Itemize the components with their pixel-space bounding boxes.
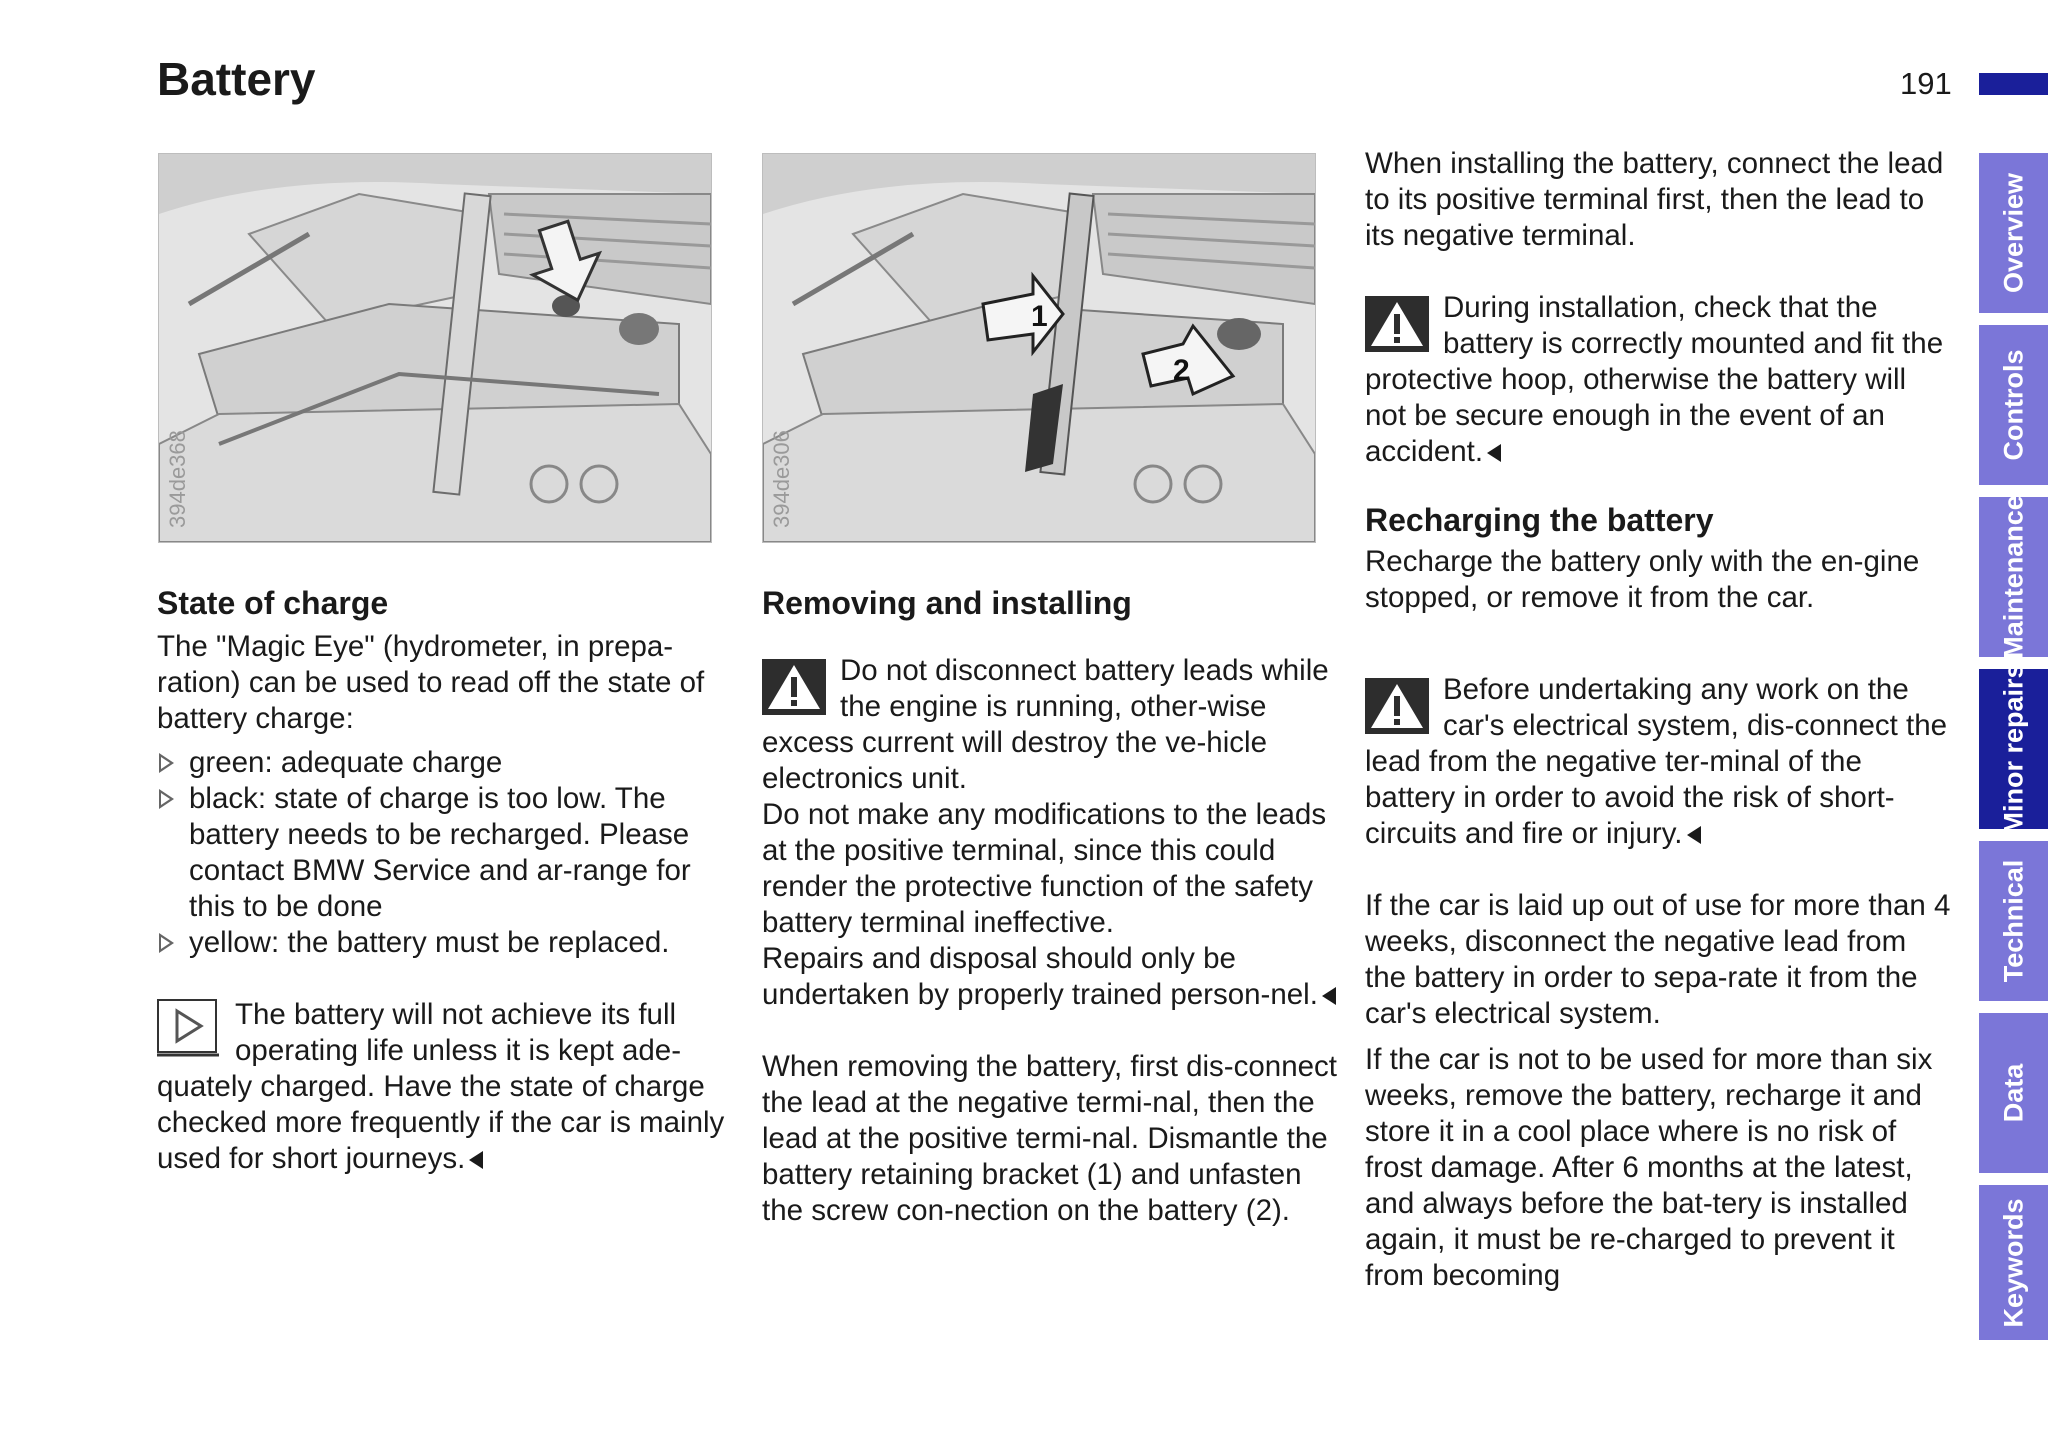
figure-id: 394de368 (165, 430, 190, 528)
battery-illustration (159, 154, 711, 542)
end-marker-icon (1487, 444, 1501, 462)
warning-paragraph: Before undertaking any work on the car's electrical system, dis-connect the lead from the negative ter-minal of the battery in order to avoid the risk of short-circuits and fire or injury. (1365, 673, 1948, 850)
list-item: green: adequate charge (157, 745, 737, 781)
callout-label-2: 2 (1173, 354, 1190, 387)
bullet-icon (159, 789, 174, 809)
paragraph: If the car is laid up out of use for more than 4 weeks, disconnect the negative lead from the battery in order to sepa-rate it from the car's electrical system. (1365, 889, 1951, 1030)
paragraph: Repairs and disposal should only be undertaken by properly trained person-nel. (762, 941, 1342, 1013)
column-state-of-charge (157, 583, 737, 1177)
paragraph: When installing the battery, connect the lead to its positive terminal first, then the lead to its negative terminal. (1365, 147, 1944, 252)
end-marker-icon (469, 1151, 483, 1169)
section-heading: State of charge (157, 585, 389, 621)
figure-id: 394de306 (769, 430, 794, 528)
tab-controls[interactable]: Controls (1979, 325, 2048, 485)
column-installing-recharging (1365, 146, 1955, 1294)
battery-photo-removal (762, 153, 1316, 543)
note-paragraph: The battery will not achieve its full operating life unless it is kept ade-quately charged. Have the state of charge checked more frequently if the car is mainly used for short journeys. (157, 998, 725, 1175)
section-heading: Removing and installing (762, 585, 1132, 621)
note-icon (157, 999, 219, 1057)
section-heading: Recharging the battery (1365, 502, 1714, 538)
paragraph: Recharge the battery only with the en-gine stopped, or remove it from the car. (1365, 545, 1920, 614)
bullet-icon (159, 753, 174, 773)
end-marker-icon (1687, 826, 1701, 844)
warning-paragraph: Do not disconnect battery leads while the engine is running, other-wise excess current will destroy the ve-hicle electronics unit. (762, 654, 1329, 795)
tab-keywords[interactable]: Keywords (1979, 1185, 2048, 1340)
page-number-bar (1979, 73, 2048, 95)
warning-icon (1365, 296, 1429, 356)
list-item: yellow: the battery must be replaced. (157, 925, 737, 961)
warning-icon (1365, 678, 1429, 738)
battery-photo-magic-eye (158, 153, 712, 543)
list-item: black: state of charge is too low. The battery needs to be recharged. Please contact BMW Service and ar-range for this to be done (157, 781, 737, 925)
paragraph: When removing the battery, first dis-connect the lead at the negative termi-nal, then the lead at the positive termi-nal. Dismantle the battery retaining bracket (1) and unfasten the screw con-nection on the battery (2). (762, 1050, 1337, 1227)
tab-maintenance[interactable]: Maintenance (1979, 497, 2048, 657)
battery-illustration (763, 154, 1315, 542)
tab-minor-repairs[interactable]: Minor repairs (1979, 669, 2048, 829)
page-number: 191 (1900, 66, 1952, 101)
page-title: Battery (157, 53, 316, 105)
charge-list (157, 745, 737, 961)
tab-data[interactable]: Data (1979, 1013, 2048, 1173)
bullet-icon (159, 933, 174, 953)
warning-icon (762, 659, 826, 719)
paragraph: Do not make any modifications to the leads at the positive terminal, since this could render the protective function of the safety battery terminal ineffective. (762, 798, 1327, 939)
warning-paragraph: During installation, check that the battery is correctly mounted and fit the protective hoop, otherwise the battery will not be secure enough in the event of an accident. (1365, 291, 1944, 468)
tab-overview[interactable]: Overview (1979, 153, 2048, 313)
paragraph: If the car is not to be used for more than six weeks, remove the battery, recharge it and store it in a cool place where is no risk of frost damage. After 6 months at the latest, and always before the bat-tery is installed again, it must be re-charged to prevent it from becoming (1365, 1043, 1933, 1292)
end-marker-icon (1322, 987, 1336, 1005)
tab-technical[interactable]: Technical (1979, 841, 2048, 1001)
callout-label-1: 1 (1031, 300, 1048, 333)
paragraph: The "Magic Eye" (hydrometer, in prepa-ration) can be used to read off the state of battery charge: (157, 630, 705, 735)
column-removing-installing (762, 583, 1342, 1229)
